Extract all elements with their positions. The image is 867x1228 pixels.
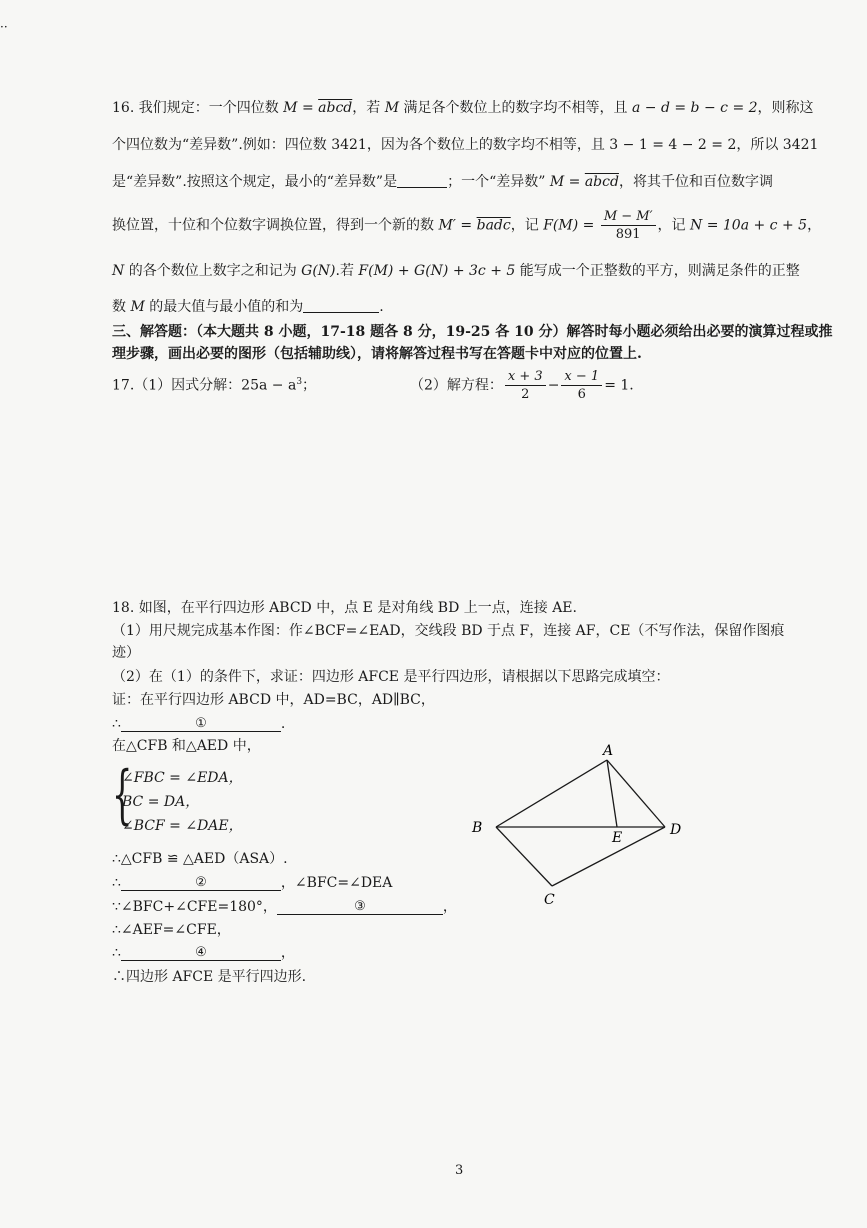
- section-3-header: 三、解答题：（本大题共 8 小题，17-18 题各 8 分，19-25 各 10 分）解答时每小题必须给出必要的演算过程或推理步骤，画出必要的图形（包括辅助线），请将解答过程书写在答题卡中对应的位置上.: [112, 324, 833, 362]
- q16-l6-a: 数: [112, 299, 131, 315]
- q16-l3-c: ，将其千位和百位数字调: [618, 174, 773, 190]
- brace-condition-3: ∠BCF = ∠DAE，: [122, 818, 243, 834]
- q16-gn: G(N): [301, 263, 336, 279]
- therefore-2: ∴: [112, 875, 121, 891]
- q16-abcd: abcd: [318, 100, 353, 116]
- q16-l6-b: 的最大值与最小值的和为: [144, 299, 304, 315]
- q18-blank-2[interactable]: [121, 875, 281, 891]
- q18-comma-4: ，: [280, 945, 295, 961]
- q18-blank-4[interactable]: [121, 945, 281, 961]
- q16-eq-4: =: [578, 217, 599, 234]
- q16-m: M: [283, 100, 298, 116]
- q17-part-2-label: （2）解方程：: [410, 377, 503, 394]
- q18-l10-a: ∵∠BFC+∠CFE=180°，: [112, 899, 277, 915]
- q16-line-4: [112, 210, 821, 241]
- left-brace: {: [112, 758, 133, 832]
- q18-line-13: ∴四边形 AFCE 是平行四边形.: [112, 969, 307, 985]
- q16-l3-a: 是“差异数”.按照这个规定，最小的“差异数”是: [112, 174, 398, 190]
- q16-mprime: M′: [438, 217, 456, 234]
- q16-l5-b: 的各个数位上数字之和记为: [124, 263, 302, 279]
- q18-period-1: .: [280, 716, 286, 732]
- corner-mark: ··: [0, 20, 8, 34]
- blank-2-marker: ②: [195, 875, 207, 890]
- q18-line-6: [112, 717, 285, 732]
- q18-line-12: [112, 946, 295, 961]
- label-c: C: [544, 892, 555, 908]
- page-number: 3: [455, 1163, 464, 1178]
- side-cd: [552, 827, 665, 886]
- q16-m-2: M: [384, 100, 400, 116]
- q16-badc: badc: [476, 217, 511, 234]
- q16-n: N: [112, 263, 125, 279]
- label-e: E: [612, 830, 623, 846]
- blank-4-marker: ④: [195, 945, 207, 960]
- q16-line-6: [112, 300, 384, 314]
- label-b: B: [472, 820, 483, 836]
- q16-l4-c: ，记: [657, 217, 690, 234]
- q17-line: [112, 378, 316, 393]
- q18-line-2: （1）用尺规完成基本作图：作∠BCF=∠EAD，交线段 BD 于点 F，连接 AF，CE（不写作法，保留作图痕: [112, 623, 785, 639]
- q18-line-11: ∴∠AEF=∠CFE，: [112, 922, 231, 938]
- q16-expr: F(M) + G(N) + 3c + 5: [358, 263, 516, 279]
- q17-part-1: 17.（1）因式分解：25a − a: [112, 377, 297, 394]
- brace-condition-1: ∠FBC = ∠EDA，: [122, 770, 243, 786]
- q16-m-3: M: [549, 174, 565, 190]
- q16-line-3: [112, 175, 773, 189]
- q16-n-expr: N = 10a + c + 5: [690, 217, 808, 234]
- q16-answer-blank-2[interactable]: [303, 300, 379, 313]
- q17-frac-2-den: 6: [577, 387, 586, 402]
- q16-frac-den: 891: [615, 227, 641, 242]
- q18-line-5: 证：在平行四边形 ABCD 中，AD=BC，AD∥BC，: [112, 692, 435, 708]
- q17-part-2: [410, 370, 634, 401]
- q16-l1-a: 16. 我们规定：一个四位数: [112, 100, 284, 116]
- q17-rhs: = 1.: [604, 377, 634, 394]
- side-ab: [496, 760, 607, 827]
- q16-l3-b: ；一个“差异数”: [447, 174, 550, 190]
- q16-l4-a: 换位置，十位和个位数字调换位置，得到一个新的数: [112, 217, 439, 234]
- q17-frac-2: [561, 370, 602, 401]
- q16-fraction: [601, 210, 656, 241]
- blank-3-marker: ③: [354, 899, 366, 914]
- q17-frac-1: [505, 370, 546, 401]
- q16-l6-c: .: [379, 299, 384, 315]
- q16-m-4: M: [130, 299, 145, 315]
- q17-frac-1-den: 2: [521, 387, 530, 402]
- q16-l1-c: 满足各个数位上的数字均不相等，且: [399, 100, 632, 116]
- label-d: D: [670, 822, 682, 838]
- q16-eq-3: =: [455, 217, 477, 234]
- q16-l1-b: ，若: [352, 100, 385, 116]
- q18-comma-3: ，: [442, 899, 457, 915]
- q16-line-1: [112, 101, 814, 115]
- q16-eq-2: =: [564, 174, 585, 190]
- q17-exponent: 3: [296, 377, 303, 387]
- q18-blank-1[interactable]: [121, 716, 281, 732]
- q16-line-5: [112, 264, 800, 278]
- q18-line-1: 18. 如图，在平行四边形 ABCD 中，点 E 是对角线 BD 上一点，连接 AE.: [112, 600, 577, 616]
- q16-fm: F(M): [543, 217, 579, 234]
- q17-minus: −: [547, 377, 560, 394]
- q18-line-7: 在△CFB 和△AED 中，: [112, 738, 261, 754]
- q16-l5-c: .若: [335, 263, 359, 279]
- q18-l9-end: ，∠BFC=∠DEA: [280, 875, 393, 891]
- parallelogram-figure: [460, 740, 700, 910]
- side-bc: [496, 827, 552, 886]
- q16-l4-d: ，: [807, 217, 822, 234]
- q17-part-1-end: ；: [302, 377, 317, 394]
- q16-l1-d: ，则称这: [757, 100, 814, 116]
- therefore-4: ∴: [112, 945, 121, 961]
- q16-abcd-2: abcd: [584, 174, 619, 190]
- therefore-1: ∴: [112, 716, 121, 732]
- brace-conditions: [122, 767, 243, 839]
- q16-line-2: 个四位数为“差异数”.例如：四位数 3421，因为各个数位上的数字均不相等，且 3 − 1 = 4 − 2 = 2，所以 3421: [112, 137, 819, 153]
- q16-answer-blank-1[interactable]: [397, 175, 447, 188]
- q16-l5-d: 能写成一个正整数的平方，则满足条件的正整: [515, 263, 800, 279]
- q17-frac-1-num: x + 3: [505, 370, 546, 386]
- q18-line-9: [112, 876, 392, 891]
- q18-blank-3[interactable]: [277, 899, 443, 915]
- q18-line-8: ∴△CFB ≌ △AED（ASA）.: [112, 851, 288, 867]
- blank-1-marker: ①: [195, 716, 207, 731]
- q16-cond: a − d = b − c = 2: [631, 100, 758, 116]
- q16-frac-num: M − M′: [601, 210, 656, 226]
- q18-line-10: [112, 900, 457, 915]
- label-a: A: [603, 743, 614, 759]
- q16-l4-b: ，记: [510, 217, 544, 234]
- q18-line-4: （2）在（1）的条件下，求证：四边形 AFCE 是平行四边形，请根据以下思路完成填空：: [112, 669, 670, 685]
- q16-eq: =: [297, 100, 319, 116]
- q18-line-3: 迹）: [112, 645, 140, 661]
- figure-lines: [496, 760, 665, 886]
- brace-condition-2: BC = DA，: [122, 794, 200, 810]
- q17-frac-2-num: x − 1: [561, 370, 602, 386]
